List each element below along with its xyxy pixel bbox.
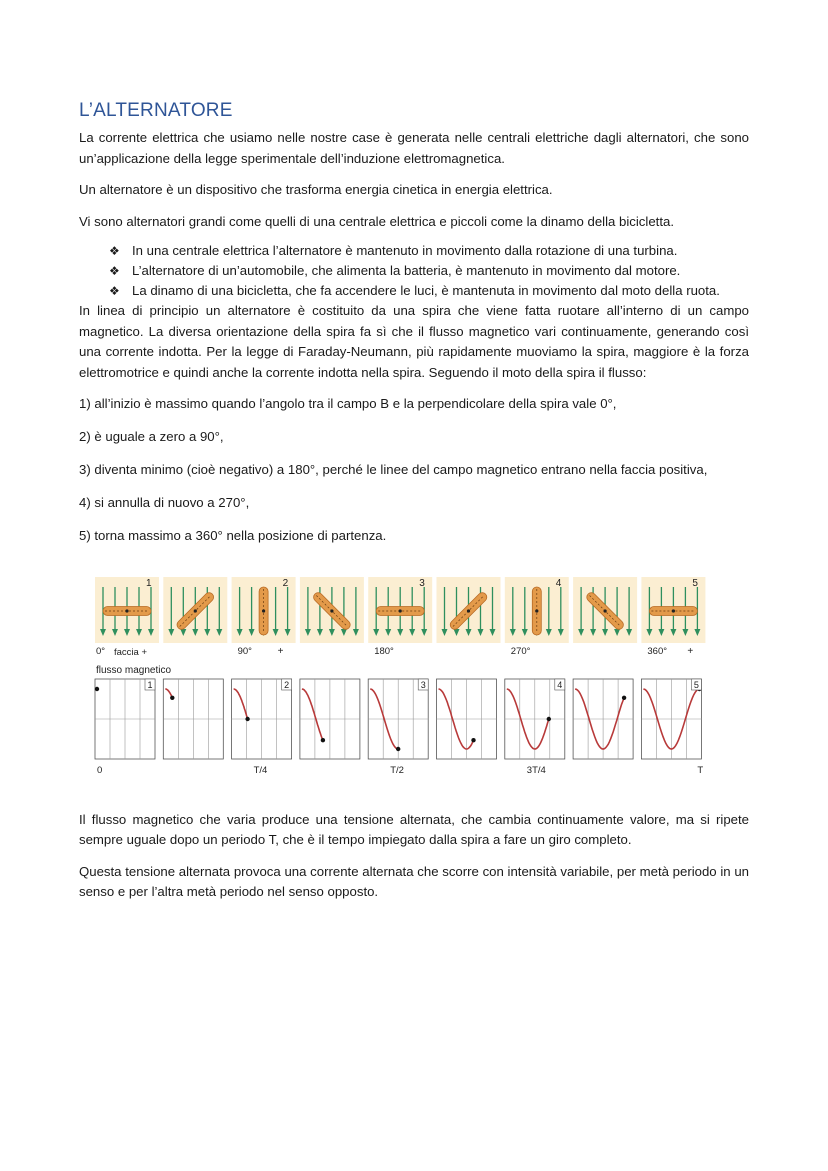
graph-number: 5 [693, 679, 699, 690]
step-5: 5) torna massimo a 360° nella posizione di partenza. [79, 528, 387, 543]
paragraph-sizes: Vi sono alternatori grandi come quelli di una centrale elettrica e piccoli come la dinamo della bicicletta. [79, 213, 674, 229]
angle-label: 90° [237, 645, 252, 657]
panel-number: 5 [692, 577, 698, 589]
current-point [245, 716, 249, 720]
flux-graph-cell [232, 679, 292, 759]
panel-number: 2 [282, 577, 289, 589]
coil-panel [232, 577, 296, 643]
coil-panel [573, 577, 637, 643]
paragraph-intro: La corrente elettrica che usiamo nelle nostre case è generata nelle centrali elettriche dagli alternatori, che sono un’applicazione della legge sperimentale dell’induzione elettromagnetica. [79, 130, 749, 166]
graph-number: 1 [147, 679, 153, 690]
current-point [471, 738, 475, 742]
coil-panel [163, 577, 227, 643]
coil-panel [300, 577, 364, 643]
coil-panel [95, 577, 159, 643]
flux-graph-cell [641, 679, 701, 759]
list-item: ❖ La dinamo di una bicicletta, che fa accendere le luci, è mantenuta in movimento dal moto della ruota. [109, 281, 749, 301]
rotation-axis [672, 609, 675, 612]
graph-number: 4 [557, 679, 563, 690]
examples-list [79, 241, 749, 301]
current-point [547, 716, 551, 720]
document-page [79, 100, 749, 914]
angle-label: 0° [96, 645, 106, 657]
angle-label: 360° [647, 645, 668, 657]
coil-panel [437, 577, 501, 643]
coil-panel [641, 577, 705, 643]
graph-number: 2 [284, 679, 290, 690]
rotation-axis [262, 609, 265, 612]
plus-label: + [277, 645, 284, 657]
list-item: ❖ L’alternatore di un’automobile, che alimenta la batteria, è mantenuto in movimento dal motore. [109, 261, 749, 281]
current-point [622, 695, 626, 699]
flux-graph-cell [505, 679, 565, 759]
list-item: ❖ In una centrale elettrica l’alternatore è mantenuto in movimento dalla rotazione di una turbina. [109, 241, 749, 261]
rotation-axis [535, 609, 538, 612]
page-title: L’ALTERNATORE [79, 100, 233, 121]
flux-steps [79, 394, 749, 547]
current-point [95, 686, 99, 690]
flux-graph-cell [300, 679, 360, 759]
step-1: 1) all’inizio è massimo quando l’angolo tra il campo B e la perpendicolare della spira vale 0°, [79, 396, 617, 411]
panel-number: 3 [419, 577, 425, 589]
rotation-axis [604, 609, 607, 612]
panel-number: 4 [555, 577, 562, 589]
paragraph-definition: Un alternatore è un dispositivo che trasforma energia cinetica in energia elettrica. [79, 182, 553, 197]
flux-graph-cell [163, 679, 223, 759]
rotation-axis [330, 609, 333, 612]
bullet-icon: ❖ [109, 264, 120, 278]
bullet-icon: ❖ [109, 244, 120, 258]
time-label: 3T/4 [526, 764, 546, 776]
graph-label: flusso magnetico [96, 664, 172, 676]
flux-curve [302, 689, 323, 740]
rotation-axis [125, 609, 128, 612]
flux-graph-cell [95, 679, 155, 759]
rotation-flux-diagram [91, 569, 721, 784]
coil-panel [505, 577, 569, 643]
current-point [170, 695, 174, 699]
paragraph-alternating-voltage: Il flusso magnetico che varia produce una tensione alternata, che cambia continuamente valore, ma si ripete sempre uguale dopo un periodo T, che è il tempo impiegato dalla spira a fare un giro completo. [79, 811, 749, 847]
step-3: 3) diventa minimo (cioè negativo) a 180°, perché le linee del campo magnetico entrano nella faccia positiva, [79, 462, 708, 477]
bullet-icon: ❖ [109, 284, 120, 298]
step-4: 4) si annulla di nuovo a 270°, [79, 495, 250, 510]
flux-graph-cell [368, 679, 428, 759]
angle-label: 270° [510, 645, 531, 657]
rotation-axis [194, 609, 197, 612]
coil-panel [368, 577, 432, 643]
time-label: T/2 [390, 764, 404, 776]
current-point [321, 738, 325, 742]
rotation-axis [467, 609, 470, 612]
flux-curve [234, 689, 248, 719]
flux-graph-cell [437, 679, 497, 759]
paragraph-alternating-current: Questa tensione alternata provoca una corrente alternata che scorre con intensità variabile, per metà periodo in un senso e per l’altra metà periodo nel senso opposto. [79, 863, 749, 899]
time-label: T/4 [253, 764, 268, 776]
angle-label: 180° [374, 645, 394, 657]
flux-graph-cell [573, 679, 633, 759]
alternator-figure [91, 569, 721, 784]
time-label: 0 [97, 764, 103, 776]
paragraph-principle: In linea di principio un alternatore è costituito da una spira che viene fatta ruotare all’interno di un campo magnetico. La diversa orientazione della spira fa sì che il flusso magnetico vari continuamente, generando così una corrente indotta. Per la legge di Faraday-Neumann, più rapidamente muoviamo la spira, maggiore è la forza elettromotrice e quindi anche la corrente indotta nella spira. Seguendo il moto della spira il flusso: [79, 303, 749, 380]
step-2: 2) è uguale a zero a 90°, [79, 429, 224, 444]
time-label: T [697, 764, 704, 776]
current-point [396, 746, 400, 750]
plus-label: + [687, 645, 694, 657]
panel-number: 1 [146, 577, 152, 589]
graph-number: 3 [420, 679, 426, 690]
faccia-label: faccia + [114, 646, 148, 658]
rotation-axis [399, 609, 402, 612]
